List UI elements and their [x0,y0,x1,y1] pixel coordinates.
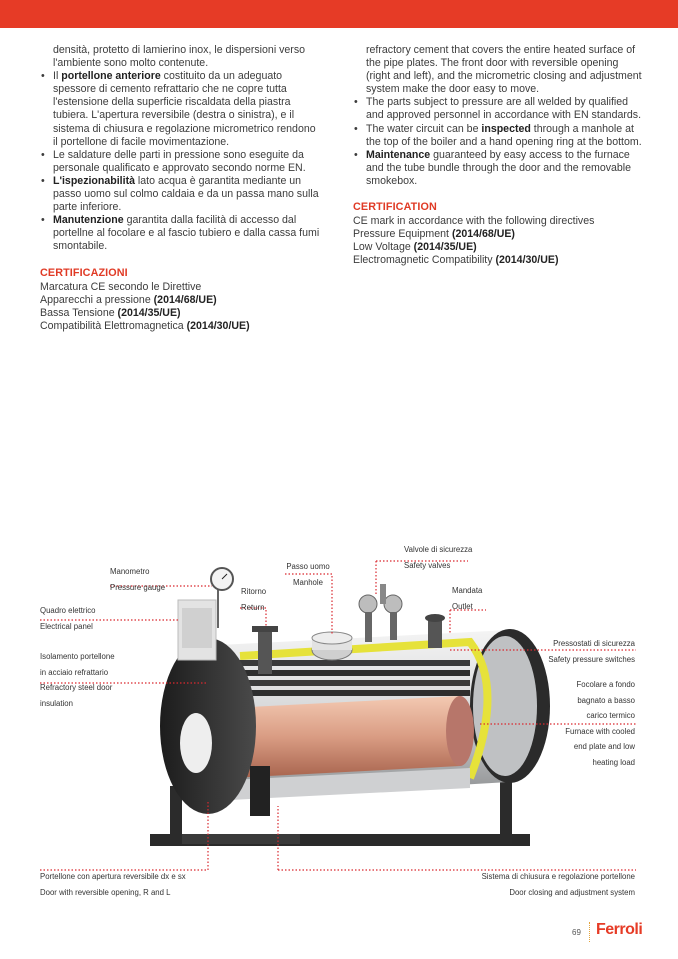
certification-heading: CERTIFICATION [353,201,437,214]
label-valvole-sicurezza: Valvole di sicurezza Safety valves [404,545,473,570]
cert-intro: CE mark in accordance with the following directives [353,215,595,228]
label-sistema-chiusura: Sistema di chiusura e regolazione portellone Door closing and adjustment system [481,872,635,897]
list-item: • Il portellone anteriore costituito da un adeguato spessore di cemento refrattario che ne copre tutta l'estensione della superficie riscaldata della piastra tubiera. L'apertura reversibile (destra o sinistra), e il sistema di chiusura e regolazione micrometrico rendono il portellone di facile movimentazione. [40,70,320,149]
cert-item: Pressure Equipment (2014/68/UE) [353,228,515,241]
label-mandata: Mandata Outlet [452,586,483,611]
left-bullet-list [40,70,320,253]
cert-item: Low Voltage (2014/35/UE) [353,241,477,254]
list-item: • L'ispezionabilità lato acqua è garantita mediante un passo uomo sul colmo caldaia e da un passa mano sulla parte inferiore. [40,175,320,214]
cert-item: Apparecchi a pressione (2014/68/UE) [40,293,217,306]
left-column-italian [40,44,320,333]
furnace-end-plate [446,696,474,766]
label-isolamento-portellone: Isolamento portellone in acciaio refrattario Refractory steel door insulation [40,652,115,708]
safety-valves [359,584,402,642]
door-inspection-port [180,713,212,773]
cert-item: Bassa Tensione (2014/35/UE) [40,306,181,319]
label-quadro-elettrico: Quadro elettrico Electrical panel [40,606,96,631]
list-item: • Maintenance guaranteed by easy access to the furnace and the tube bundle through the door and the removable smokebox. [353,149,643,188]
right-column-english [353,44,643,268]
cert-intro: Marcatura CE secondo le Direttive [40,280,202,293]
boiler-cutaway-diagram [0,538,678,908]
label-pressostati: Pressostati di sicurezza Safety pressure switches [548,639,635,664]
page-number: 69 [572,928,581,937]
label-ritorno: Ritorno Return [241,587,267,612]
left-continuation-text: densità, protetto di lamierino inox, le dispersioni verso l'ambiente sono molto contenute. [53,44,306,70]
right-bullet-list [353,96,643,188]
list-item: • Manutenzione garantita dalla facilità di accesso dal portellne al focolare e al fascio tubiero e dalla cassa fumi smontabile. [40,214,320,253]
label-focolare: Focolare a fondo bagnato a basso carico termico Furnace with cooled end plate and low heating load [565,680,635,767]
certificazioni-heading: CERTIFICAZIONI [40,266,128,279]
cert-item: Electromagnetic Compatibility (2014/30/UE) [353,254,559,267]
footer-divider [589,922,590,942]
return-pipe [258,630,272,674]
label-passo-uomo: Passo uomo Manhole [286,562,330,587]
panel-face [182,608,212,648]
label-manometro: Manometro Pressure gauge [110,567,166,592]
label-portellone-reversibile: Portellone con apertura reversibile dx e sx Door with reversible opening, R and L [40,872,186,897]
right-continuation-text: refractory cement that covers the entire heated surface of the pipe plates. The front door with reversible opening (right and left), and the micrometric closing and adjustment system make the door easy to move. [366,44,642,96]
list-item: • The water circuit can be inspected through a manhole at the top of the boiler and a hand opening ring at the bottom. [353,123,643,149]
cert-item: Compatibilità Elettromagnetica (2014/30/UE) [40,319,250,332]
door-hinge [250,766,270,816]
list-item: • The parts subject to pressure are all welded by qualified and approved personnel in accordance with EN standards. [353,96,643,122]
list-item: • Le saldature delle parti in pressione sono eseguite da personale qualificato e approvato secondo norme EN. [40,149,320,175]
outlet-pipe [428,618,442,648]
top-accent-bar [0,0,678,28]
furnace-chamber [230,696,470,778]
ferroli-logo: Ferroli [596,921,643,938]
